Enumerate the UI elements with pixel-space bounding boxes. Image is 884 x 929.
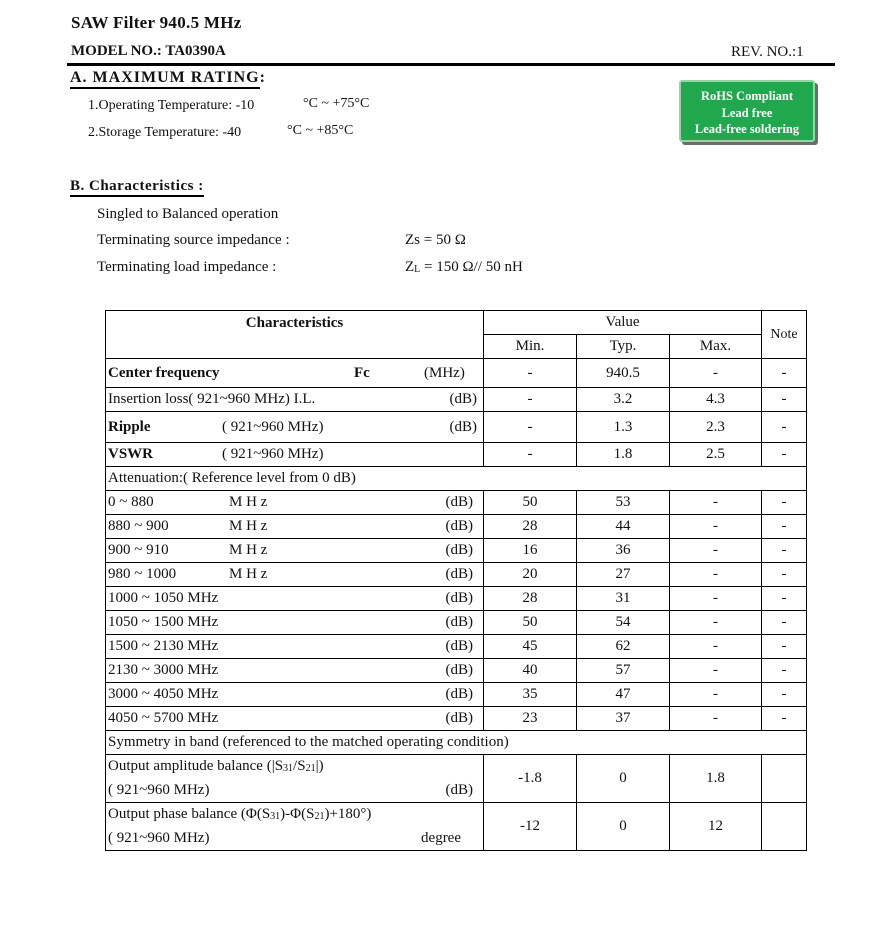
center-frequency-max: -: [670, 359, 762, 388]
amplitude-balance-unit: (dB): [445, 782, 473, 798]
attenuation-max: -: [670, 659, 762, 683]
spec-table: [105, 310, 807, 851]
ripple-note: -: [762, 412, 807, 443]
attenuation-min: 28: [484, 587, 577, 611]
attenuation-heading: Attenuation:( Reference level from 0 dB): [106, 467, 807, 491]
attenuation-mhz: M H z: [229, 494, 268, 510]
row-symmetry-heading: [106, 731, 807, 755]
attenuation-typ: 31: [577, 587, 670, 611]
storage-temp-range: °C ~ +85°C: [287, 123, 354, 138]
attenuation-row: [106, 635, 807, 659]
attenuation-typ: 37: [577, 707, 670, 731]
attenuation-unit: (dB): [445, 710, 473, 726]
attenuation-max: -: [670, 539, 762, 563]
attenuation-typ: 44: [577, 515, 670, 539]
header-note: Note: [762, 311, 807, 359]
rohs-badge-line1: RoHS Compliant: [700, 89, 794, 103]
rohs-badge: [679, 80, 815, 142]
attenuation-typ: 54: [577, 611, 670, 635]
vswr-min: -: [484, 443, 577, 467]
header-max: Max.: [670, 335, 762, 359]
attenuation-mhz: M H z: [229, 518, 268, 534]
load-impedance-label: Terminating load impedance :: [97, 259, 277, 275]
attenuation-range: 3000 ~ 4050 MHz: [108, 686, 219, 702]
document-title: SAW Filter 940.5 MHz: [71, 13, 242, 32]
row-vswr: [106, 443, 807, 467]
attenuation-note: -: [762, 707, 807, 731]
attenuation-max: -: [670, 587, 762, 611]
attenuation-note: -: [762, 515, 807, 539]
vswr-label: VSWR: [108, 446, 154, 462]
insertion-loss-unit: (dB): [449, 391, 477, 407]
insertion-loss-max: 4.3: [670, 388, 762, 412]
attenuation-unit: (dB): [445, 638, 473, 654]
amplitude-balance-min: -1.8: [484, 755, 577, 803]
attenuation-unit: (dB): [445, 566, 473, 582]
attenuation-mhz: M H z: [229, 542, 268, 558]
attenuation-max: -: [670, 707, 762, 731]
amplitude-balance-note: [762, 755, 807, 803]
attenuation-row: [106, 587, 807, 611]
attenuation-max: -: [670, 611, 762, 635]
center-frequency-label: Center frequency: [108, 364, 220, 381]
rohs-badge-line3: Lead-free soldering: [694, 122, 800, 136]
attenuation-unit: (dB): [445, 614, 473, 630]
phase-balance-max: 12: [670, 803, 762, 851]
attenuation-max: -: [670, 491, 762, 515]
amplitude-balance-typ: 0: [577, 755, 670, 803]
ripple-typ: 1.3: [577, 412, 670, 443]
phase-balance-min: -12: [484, 803, 577, 851]
rohs-badge-line2: Lead free: [721, 105, 773, 120]
operation-mode: Singled to Balanced operation: [97, 206, 279, 222]
row-amplitude-balance: [106, 755, 807, 803]
attenuation-note: -: [762, 659, 807, 683]
ripple-range: ( 921~960 MHz): [222, 418, 324, 435]
center-frequency-typ: 940.5: [577, 359, 670, 388]
attenuation-min: 28: [484, 515, 577, 539]
header-value: Value: [484, 311, 762, 335]
ripple-unit: (dB): [449, 418, 477, 435]
attenuation-row: [106, 611, 807, 635]
attenuation-typ: 62: [577, 635, 670, 659]
attenuation-note: -: [762, 611, 807, 635]
header-rule: [67, 63, 835, 66]
attenuation-note: -: [762, 563, 807, 587]
operating-temp-range: °C ~ +75°C: [303, 96, 370, 111]
attenuation-range: 2130 ~ 3000 MHz: [108, 662, 219, 678]
ripple-min: -: [484, 412, 577, 443]
attenuation-row: [106, 515, 807, 539]
attenuation-range: 1000 ~ 1050 MHz: [108, 590, 219, 606]
center-frequency-unit: (MHz): [424, 364, 465, 381]
attenuation-unit: (dB): [445, 590, 473, 606]
vswr-note: -: [762, 443, 807, 467]
attenuation-min: 50: [484, 611, 577, 635]
attenuation-unit: (dB): [445, 518, 473, 534]
phase-balance-typ: 0: [577, 803, 670, 851]
attenuation-min: 20: [484, 563, 577, 587]
attenuation-row: [106, 683, 807, 707]
attenuation-typ: 53: [577, 491, 670, 515]
attenuation-unit: (dB): [445, 494, 473, 510]
attenuation-min: 35: [484, 683, 577, 707]
attenuation-range: 0 ~ 880: [108, 494, 154, 510]
center-frequency-min: -: [484, 359, 577, 388]
amplitude-balance-label: Output amplitude balance $(|S_{31}/S_{21}|)$: [108, 758, 324, 774]
phase-balance-note: [762, 803, 807, 851]
phase-balance-label: Output phase balance $(\Phi(S_{31})-\Phi(S_{21})+180^\circ)$: [108, 806, 372, 822]
source-impedance-value: Zs = 50 Ω: [405, 232, 466, 248]
vswr-max: 2.5: [670, 443, 762, 467]
vswr-range: ( 921~960 MHz): [222, 446, 324, 462]
attenuation-min: 50: [484, 491, 577, 515]
attenuation-typ: 27: [577, 563, 670, 587]
attenuation-note: -: [762, 587, 807, 611]
attenuation-range: 880 ~ 900: [108, 518, 169, 534]
row-ripple: [106, 412, 807, 443]
amplitude-balance-range: ( 921~960 MHz): [108, 782, 210, 798]
row-insertion-loss: [106, 388, 807, 412]
header-typ: Typ.: [577, 335, 670, 359]
attenuation-row: [106, 563, 807, 587]
attenuation-unit: (dB): [445, 686, 473, 702]
row-phase-balance: [106, 803, 807, 851]
attenuation-note: -: [762, 539, 807, 563]
attenuation-typ: 36: [577, 539, 670, 563]
attenuation-range: 1500 ~ 2130 MHz: [108, 638, 219, 654]
attenuation-note: -: [762, 683, 807, 707]
insertion-loss-typ: 3.2: [577, 388, 670, 412]
vswr-typ: 1.8: [577, 443, 670, 467]
center-frequency-note: -: [762, 359, 807, 388]
amplitude-balance-max: 1.8: [670, 755, 762, 803]
phase-balance-range: ( 921~960 MHz): [108, 830, 210, 846]
symmetry-heading: Symmetry in band (referenced to the matched operating condition): [106, 731, 807, 755]
section-b-heading: B. Characteristics :: [70, 178, 204, 195]
attenuation-max: -: [670, 635, 762, 659]
attenuation-note: -: [762, 635, 807, 659]
attenuation-min: 40: [484, 659, 577, 683]
section-a-heading: A. MAXIMUM RATING:: [70, 69, 266, 87]
attenuation-range: 1050 ~ 1500 MHz: [108, 614, 219, 630]
header-characteristics: Characteristics: [106, 311, 484, 359]
attenuation-min: 23: [484, 707, 577, 731]
attenuation-row: [106, 659, 807, 683]
load-impedance-value: $Z_L = 150$ Ω// 50 nH: [405, 259, 523, 275]
attenuation-note: -: [762, 491, 807, 515]
ripple-label: Ripple: [108, 418, 151, 435]
attenuation-typ: 47: [577, 683, 670, 707]
attenuation-unit: (dB): [445, 662, 473, 678]
row-attenuation-heading: [106, 467, 807, 491]
ripple-max: 2.3: [670, 412, 762, 443]
row-center-frequency: [106, 359, 807, 388]
attenuation-min: 45: [484, 635, 577, 659]
attenuation-range: 900 ~ 910: [108, 542, 169, 558]
attenuation-max: -: [670, 683, 762, 707]
attenuation-range: 980 ~ 1000: [108, 566, 177, 582]
insertion-loss-label: Insertion loss( 921~960 MHz) I.L.: [108, 391, 316, 407]
attenuation-min: 16: [484, 539, 577, 563]
center-frequency-symbol: Fc: [354, 364, 370, 381]
header-min: Min.: [484, 335, 577, 359]
insertion-loss-min: -: [484, 388, 577, 412]
attenuation-row: [106, 707, 807, 731]
attenuation-max: -: [670, 515, 762, 539]
attenuation-range: 4050 ~ 5700 MHz: [108, 710, 219, 726]
revision-number: REV. NO.:1: [731, 44, 804, 60]
attenuation-max: -: [670, 563, 762, 587]
attenuation-mhz: M H z: [229, 566, 268, 582]
source-impedance-label: Terminating source impedance :: [97, 232, 290, 248]
phase-balance-unit: degree: [421, 830, 461, 846]
model-number: MODEL NO.: TA0390A: [71, 43, 226, 59]
attenuation-row: [106, 539, 807, 563]
insertion-loss-note: -: [762, 388, 807, 412]
storage-temp-label: 2.Storage Temperature: -40: [88, 125, 242, 140]
attenuation-row: [106, 491, 807, 515]
attenuation-unit: (dB): [445, 542, 473, 558]
attenuation-typ: 57: [577, 659, 670, 683]
operating-temp-label: 1.Operating Temperature: -10: [88, 98, 255, 113]
